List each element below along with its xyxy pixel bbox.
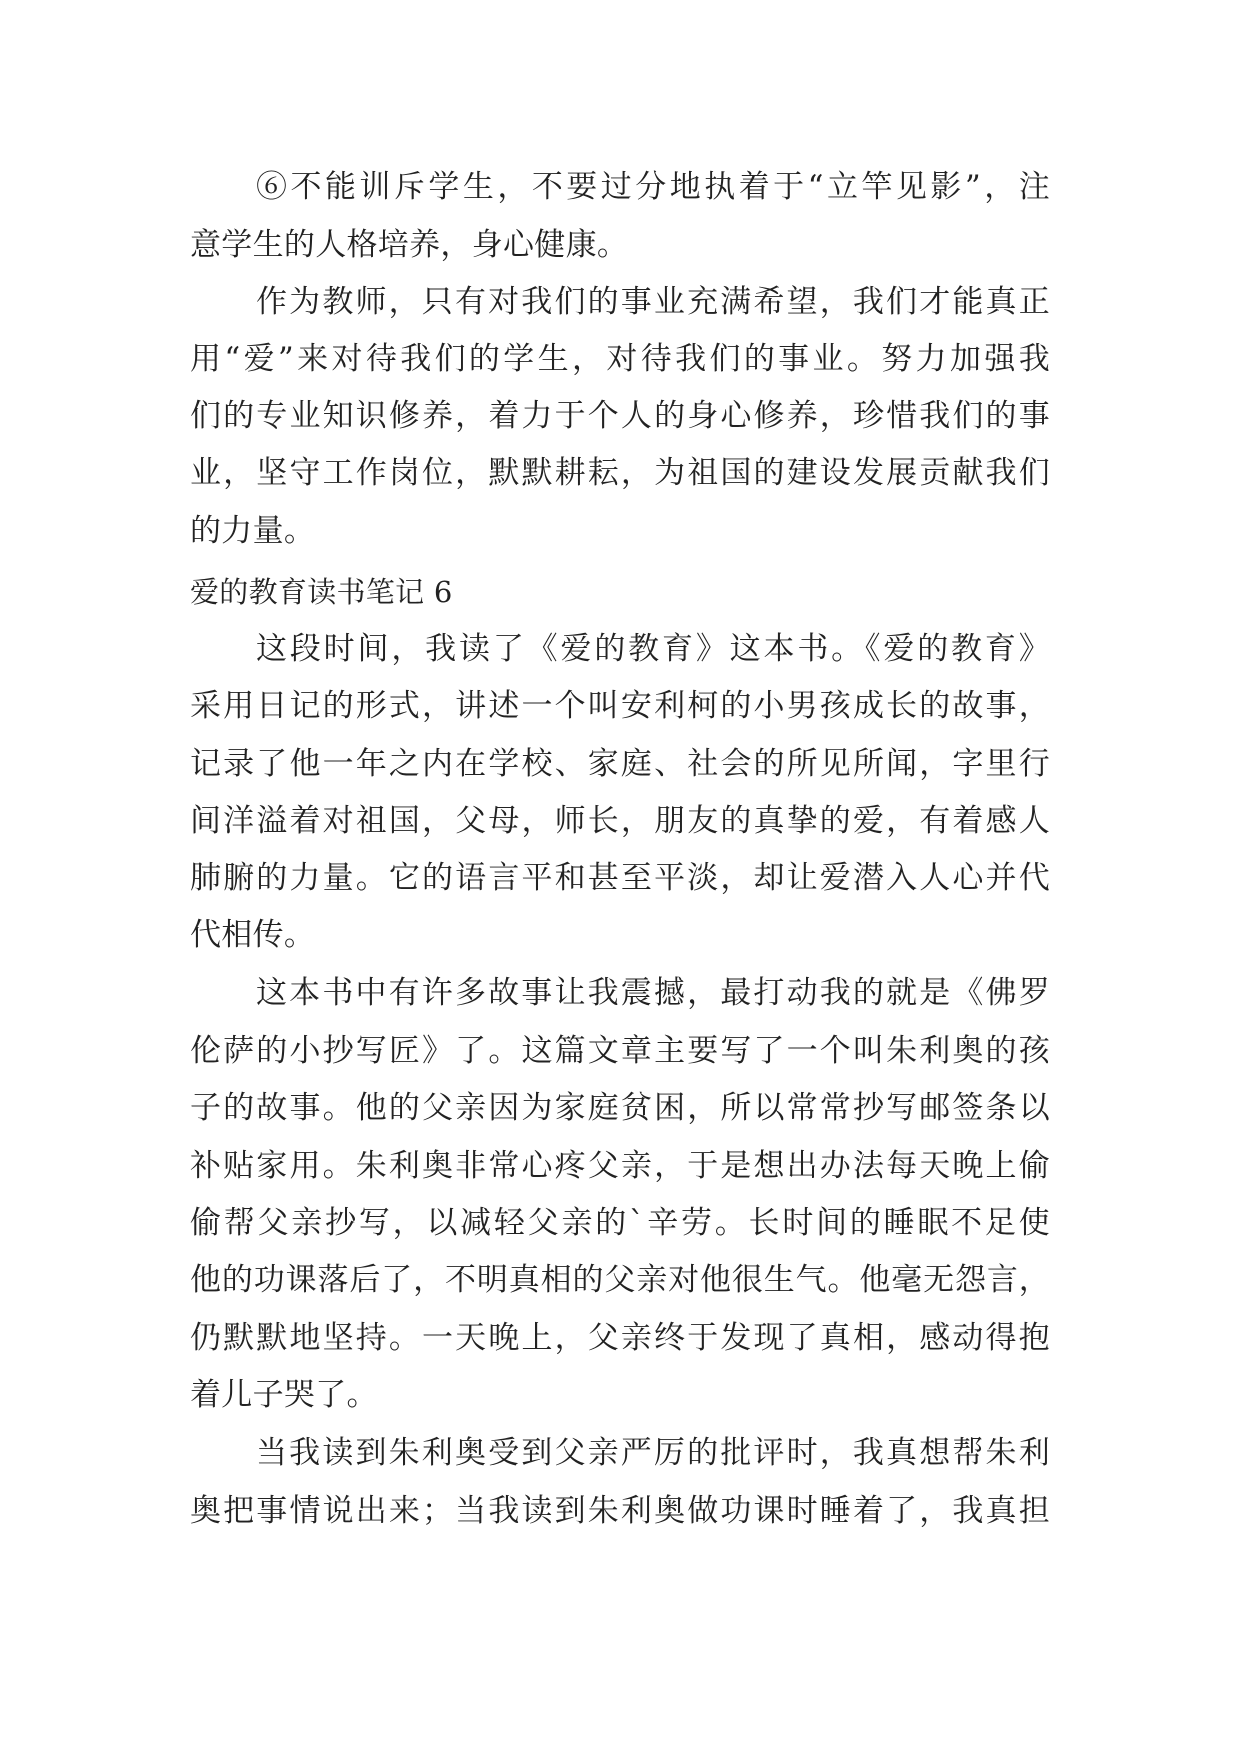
- paragraph-line: 这本书中有许多故事让我震撼，最打动我的就是《佛罗: [256, 975, 1050, 1011]
- paragraph-line: 子的故事。他的父亲因为家庭贫困，所以常常抄写邮签条以: [190, 1090, 1050, 1126]
- paragraph-line: 意学生的人格培养，身心健康。: [190, 227, 629, 263]
- paragraph-line: 间洋溢着对祖国，父母，师长，朋友的真挚的爱，有着感人: [190, 803, 1050, 839]
- paragraph-line: 代相传。: [190, 917, 316, 953]
- paragraph-line: ⑥不能训斥学生，不要过分地执着于“立竿见影”，注: [256, 169, 1050, 205]
- paragraph-line: 他的功课落后了，不明真相的父亲对他很生气。他毫无怨言，: [190, 1262, 1050, 1298]
- paragraph-line: 伦萨的小抄写匠》了。这篇文章主要写了一个叫朱利奥的孩: [190, 1033, 1050, 1069]
- paragraph-line: 偷帮父亲抄写，以减轻父亲的`辛劳。长时间的睡眠不足使: [190, 1205, 1050, 1241]
- paragraph-line: 们的专业知识修养，着力于个人的身心修养，珍惜我们的事: [190, 398, 1050, 434]
- paragraph-line: 仍默默地坚持。一天晚上，父亲终于发现了真相，感动得抱: [190, 1320, 1050, 1356]
- paragraph-line: 着儿子哭了。: [190, 1377, 378, 1413]
- paragraph-line: 业，坚守工作岗位，默默耕耘，为祖国的建设发展贡献我们: [190, 455, 1050, 491]
- paragraph-line: 这段时间，我读了《爱的教育》这本书。《爱的教育》: [256, 631, 1050, 667]
- paragraph-line: 作为教师，只有对我们的事业充满希望，我们才能真正: [256, 284, 1050, 320]
- section-heading: 爱的教育读书笔记 6: [190, 575, 453, 609]
- paragraph-line: 用“爱”来对待我们的学生，对待我们的事业。努力加强我: [190, 341, 1050, 377]
- paragraph-line: 补贴家用。朱利奥非常心疼父亲，于是想出办法每天晚上偷: [190, 1148, 1050, 1184]
- paragraph-line: 采用日记的形式，讲述一个叫安利柯的小男孩成长的故事，: [190, 688, 1050, 724]
- paragraph-line: 肺腑的力量。它的语言平和甚至平淡，却让爱潜入人心并代: [190, 860, 1050, 896]
- paragraph-line: 的力量。: [190, 513, 316, 549]
- paragraph-line: 奥把事情说出来；当我读到朱利奥做功课时睡着了，我真担: [190, 1493, 1050, 1529]
- paragraph-line: 当我读到朱利奥受到父亲严厉的批评时，我真想帮朱利: [256, 1435, 1050, 1471]
- paragraph-line: 记录了他一年之内在学校、家庭、社会的所见所闻，字里行: [190, 746, 1050, 782]
